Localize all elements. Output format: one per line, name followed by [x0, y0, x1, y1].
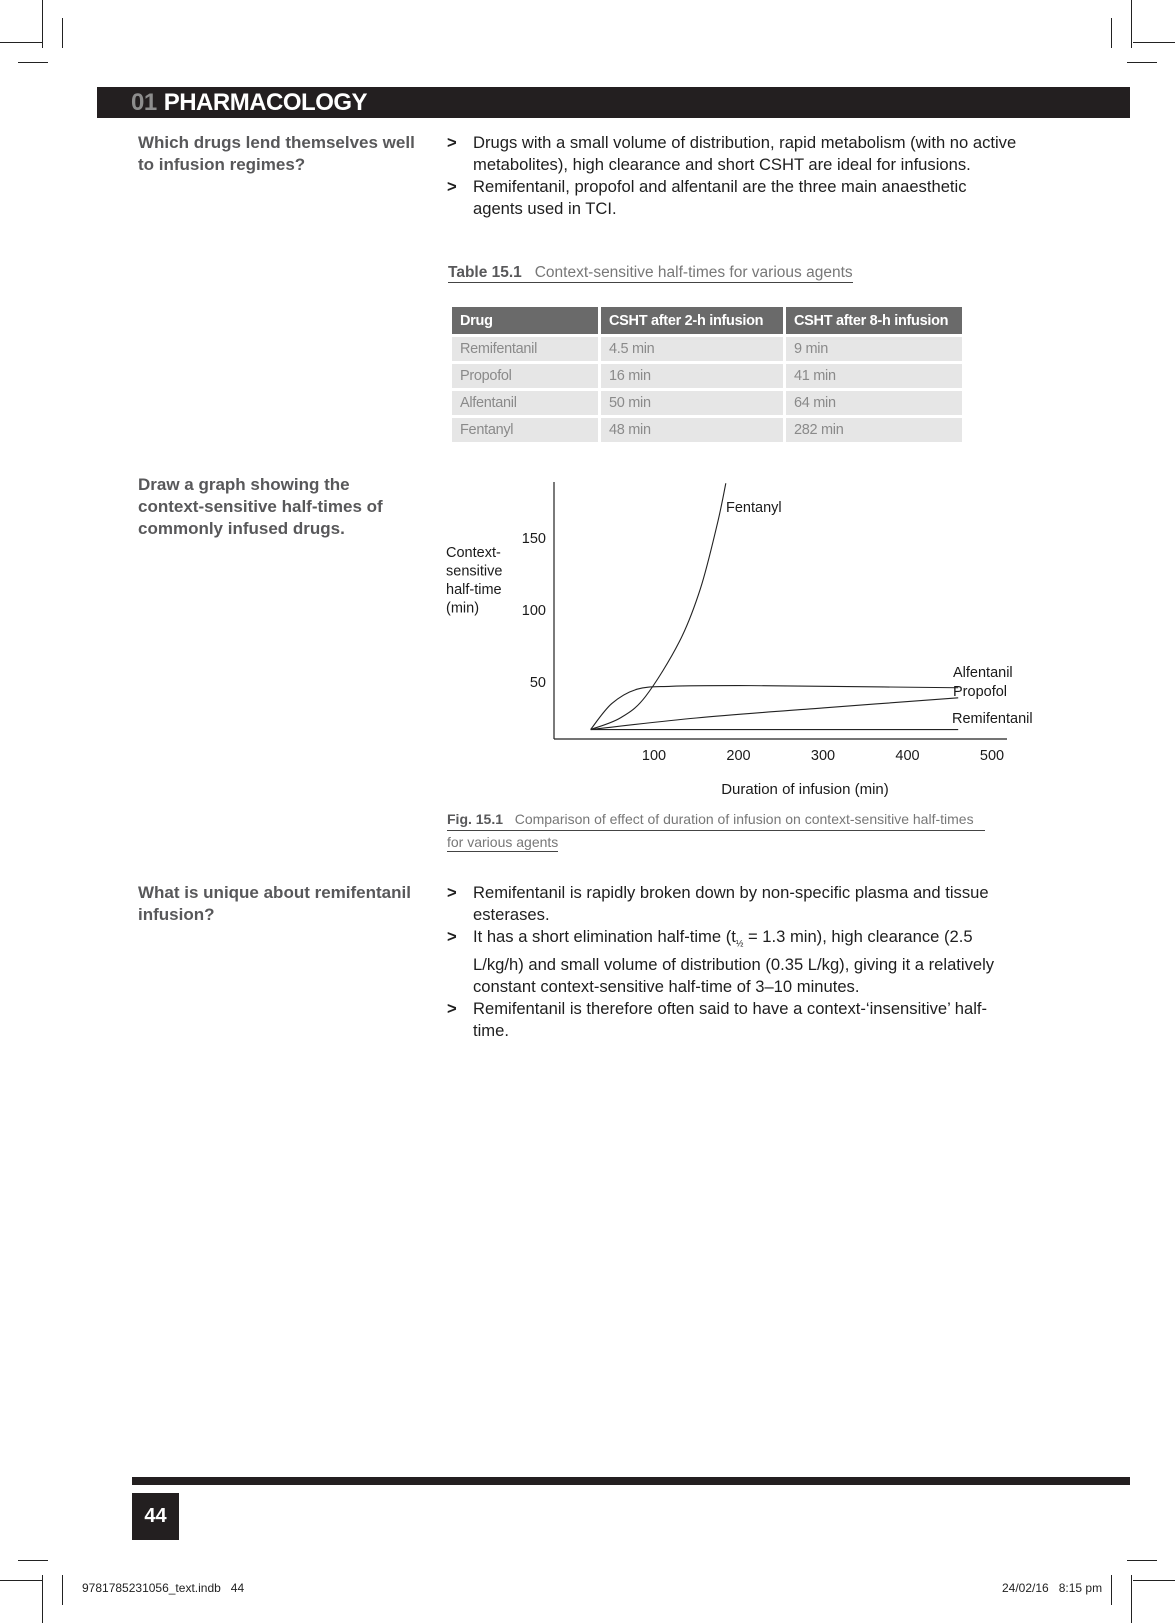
series-labels: [726, 500, 1033, 727]
crop-mark: [1111, 1575, 1112, 1605]
fentanyl-label: Fentanyl: [726, 500, 782, 516]
y-tick-label: 150: [521, 531, 546, 547]
table-row: [452, 391, 962, 415]
chart-axes: [554, 482, 1007, 739]
infusion-bullet-list: [447, 132, 1017, 220]
table-cell: 50 min: [601, 391, 783, 415]
y-axis-label-line: (min): [446, 600, 480, 617]
table-row: [452, 337, 962, 361]
list-item: > Remifentanil is rapidly broken down by non-specific plasma and tissue esterases.: [447, 883, 989, 924]
table-header-cell: CSHT after 8-h infusion: [786, 307, 962, 334]
crop-mark: [1133, 1580, 1175, 1581]
figure-caption-text-2: for various agents: [447, 834, 559, 850]
bullet-marker: >: [447, 999, 457, 1019]
table-cell: Propofol: [452, 364, 598, 388]
y-axis-label-line: Context-: [446, 545, 501, 561]
remifentanil-label: Remifentanil: [952, 711, 1033, 727]
crop-mark: [1111, 18, 1112, 48]
crop-mark: [62, 18, 63, 48]
list-item: > Remifentanil is therefore often said to have a context-‘insensitive’ half-time.: [447, 999, 988, 1041]
remifentanil-bullet-list: [447, 882, 1017, 1042]
csht-table: [449, 304, 965, 445]
crop-mark: [42, 0, 43, 48]
table-caption-text: Context-sensitive half-times for various agents: [534, 264, 853, 281]
crop-mark: [1133, 42, 1175, 43]
y-tick-labels: [522, 531, 546, 691]
figure-caption-label: Fig. 15.1: [447, 811, 504, 827]
x-tick-label: 100: [641, 748, 667, 764]
figure-caption-text: Comparison of effect of duration of infusion on context-sensitive half-times: [514, 811, 974, 827]
csht-chart: [0, 470, 1175, 810]
bullet-marker: >: [447, 883, 457, 902]
table-cell: 48 min: [601, 418, 783, 442]
table-cell: 4.5 min: [601, 337, 783, 361]
table-header-cell: Drug: [452, 307, 598, 334]
table-header-row: [452, 307, 962, 334]
y-axis-label: [446, 545, 502, 617]
x-axis-label: Duration of infusion (min): [721, 781, 889, 798]
crop-mark: [1131, 1575, 1132, 1623]
crop-mark: [0, 42, 42, 43]
table-caption-label: Table 15.1: [448, 264, 522, 281]
slug-filename: 9781785231056_text.indb 44: [82, 1581, 245, 1595]
list-item: > Drugs with a small volume of distribution, rapid metabolism (with no active metabolites), high clearance and short CSHT are ideal for infusions.: [447, 133, 1017, 174]
page-number: 44: [132, 1493, 179, 1540]
table-cell: 64 min: [786, 391, 962, 415]
table-cell: 282 min: [786, 418, 962, 442]
y-axis-label-line: sensitive: [446, 563, 503, 580]
table-cell: 9 min: [786, 337, 962, 361]
slug-timestamp: 24/02/16 8:15 pm: [1002, 1581, 1103, 1595]
x-tick-label: 400: [895, 748, 920, 764]
chapter-number: 01: [131, 89, 157, 116]
alfentanil-label: Alfentanil: [953, 665, 1013, 681]
x-tick-label: 200: [726, 748, 751, 764]
bullet-marker: >: [447, 177, 457, 196]
figure-caption: [447, 808, 985, 853]
question-graph: Draw a graph showing the context-sensitive half-times of commonly infused drugs.: [138, 475, 383, 538]
crop-mark: [1127, 1560, 1157, 1561]
chapter-header: [97, 87, 1130, 118]
y-tick-label: 100: [521, 603, 546, 619]
table-header-cell: CSHT after 2-h infusion: [601, 307, 783, 334]
x-tick-labels: [642, 748, 1004, 764]
crop-mark: [1131, 0, 1132, 48]
footer-rule: [132, 1477, 1130, 1485]
table-row: [452, 364, 962, 388]
series-lines: [591, 483, 959, 729]
x-tick-label: 300: [810, 748, 836, 764]
crop-mark: [0, 1580, 42, 1581]
table-cell: Fentanyl: [452, 418, 598, 442]
table-cell: Alfentanil: [452, 391, 598, 415]
propofol-label: Propofol: [953, 684, 1008, 700]
chapter-title: PHARMACOLOGY: [163, 89, 368, 116]
question-infusion: Which drugs lend themselves well to infusion regimes?: [138, 133, 415, 174]
table-cell: 16 min: [601, 364, 783, 388]
crop-mark: [62, 1575, 63, 1605]
list-item: > It has a short elimination half-time ($t_{\frac{1}{2}} = 1.3$ min), high clearance (2.5 L/kg/h) and small volume of distribution (0.35 L/kg), giving it a relatively constant context-sensitive half-time of 3–10 minutes.: [447, 927, 995, 997]
table-row: [452, 418, 962, 442]
propofol-line: [591, 698, 959, 730]
y-axis-label-line: half-time: [446, 582, 502, 598]
table-cell: Remifentanil: [452, 337, 598, 361]
fentanyl-line: [591, 483, 726, 729]
crop-mark: [18, 62, 48, 63]
bullet-marker: >: [447, 927, 457, 946]
question-remifentanil: What is unique about remifentanil infusion?: [138, 883, 411, 924]
y-tick-label: 50: [529, 675, 546, 691]
crop-mark: [18, 1560, 48, 1561]
table-caption: [448, 262, 853, 284]
list-item: > Remifentanil, propofol and alfentanil are the three main anaesthetic agents used in TCI.: [447, 177, 967, 218]
crop-mark: [1127, 62, 1157, 63]
x-tick-label: 500: [979, 748, 1005, 764]
table-cell: 41 min: [786, 364, 962, 388]
crop-mark: [42, 1575, 43, 1623]
bullet-marker: >: [447, 133, 457, 152]
